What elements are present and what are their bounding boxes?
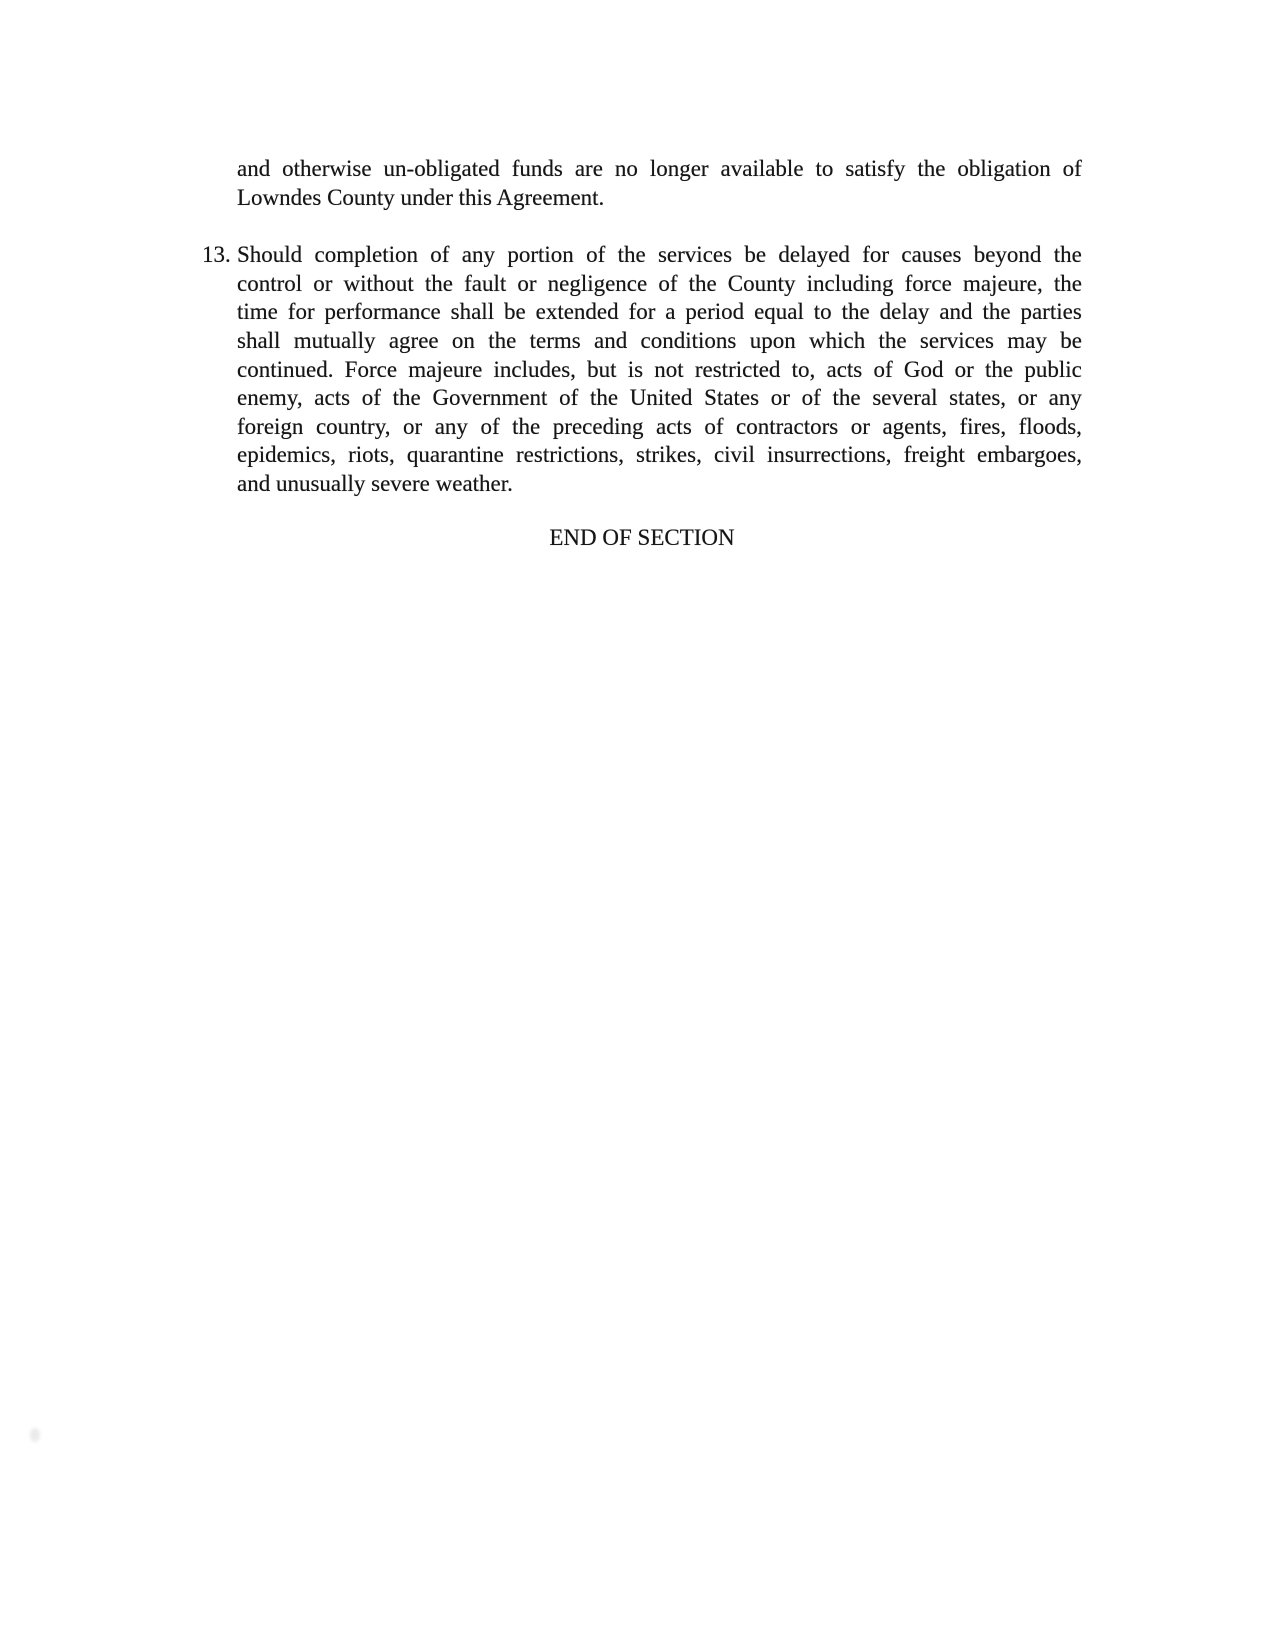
- paragraph-line: and otherwise un-obligated funds are no longer available to satisfy the obligation of: [237, 156, 1082, 181]
- document-content: [202, 155, 1082, 552]
- paragraph-line: and unusually severe weather.: [237, 470, 513, 496]
- scan-artifact: [30, 1428, 40, 1442]
- paragraph-line: control or without the fault or negligence of the County including force majeure, the: [237, 270, 1082, 296]
- paragraph-line: Lowndes County under this Agreement.: [237, 184, 605, 210]
- paragraph-line: continued. Force majeure includes, but is not restricted to, acts of God or the public: [237, 356, 1082, 382]
- paragraph-line: Should completion of any portion of the services be delayed for causes beyond the: [237, 242, 1082, 268]
- paragraph-continuation: [237, 155, 1082, 212]
- item-body: [237, 241, 1082, 498]
- item-number: 13.: [202, 242, 231, 268]
- paragraph-line: epidemics, riots, quarantine restrictions, strikes, civil insurrections, freight embargoes,: [237, 442, 1082, 468]
- paragraph-line: time for performance shall be extended for a period equal to the delay and the parties: [237, 299, 1082, 325]
- numbered-item-13: [202, 241, 1082, 498]
- end-of-section-label: END OF SECTION: [549, 524, 735, 550]
- paragraph-line: foreign country, or any of the preceding acts of contractors or agents, fires, floods,: [237, 413, 1082, 439]
- paragraph-line: shall mutually agree on the terms and conditions upon which the services may be: [237, 327, 1082, 353]
- paragraph-line: enemy, acts of the Government of the United States or of the several states, or any: [237, 385, 1082, 411]
